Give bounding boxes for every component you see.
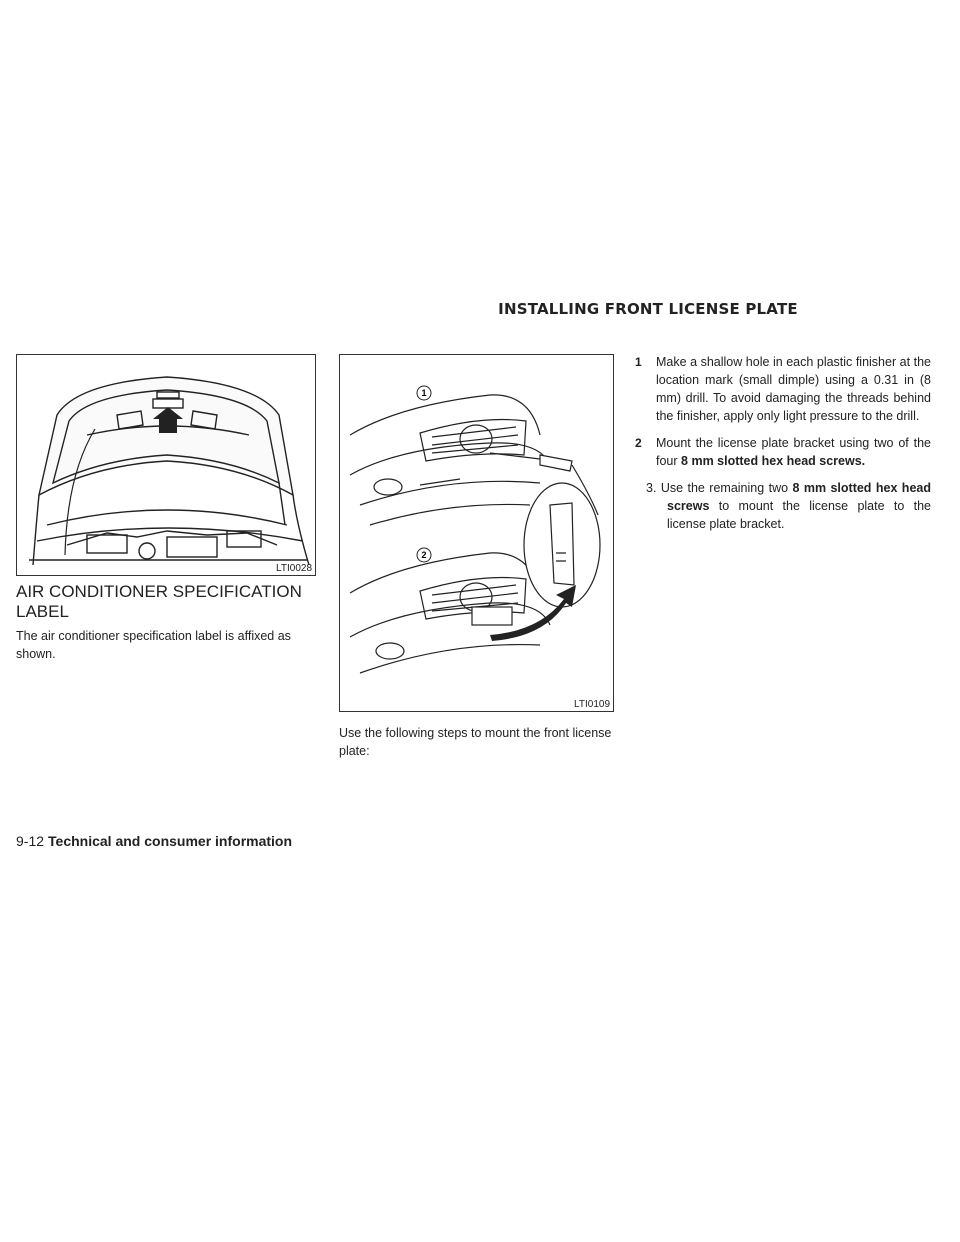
page-number: 9-12 — [16, 833, 45, 849]
page-footer — [16, 833, 292, 849]
bumper-drawing — [340, 355, 613, 711]
svg-text:2: 2 — [421, 550, 427, 560]
hood-drawing — [17, 355, 315, 575]
step-1 — [635, 353, 931, 425]
callout-2 — [417, 548, 431, 562]
step-marker: 2 — [635, 436, 642, 450]
step-2 — [635, 434, 931, 470]
figure-id: LTI0028 — [276, 563, 312, 574]
step-text: Make a shallow hole in each plastic finisher at the location mark (small dimple) using a 0.31 in (8 mm) drill. To avoid damaging the threads behind the finisher, apply only light pressure to the drill. — [656, 355, 931, 423]
step-marker: 1 — [635, 355, 642, 369]
svg-text:1: 1 — [421, 388, 427, 398]
step-marker: 3. — [646, 481, 657, 495]
license-plate-illustration — [339, 354, 614, 712]
step-text: Mount the license plate bracket using two of the four 8 mm slotted hex head screws. — [656, 436, 931, 468]
hood-label-illustration — [16, 354, 316, 576]
callout-1 — [417, 386, 431, 400]
section-title: INSTALLING FRONT LICENSE PLATE — [498, 300, 798, 318]
step-text: 3. Use the remaining two 8 mm slotted hex head screws to mount the license plate to the license plate bracket. — [646, 481, 931, 531]
intro-text: Use the following steps to mount the front license plate: — [339, 726, 612, 758]
ac-label-text: The air conditioner specification label is affixed as shown. — [16, 629, 291, 661]
step-3 — [646, 479, 931, 533]
ac-label-heading: AIR CONDITIONER SPECIFICATION LABEL — [16, 582, 302, 621]
footer-section: Technical and consumer information — [48, 833, 293, 849]
figure-id: LTI0109 — [574, 699, 610, 710]
